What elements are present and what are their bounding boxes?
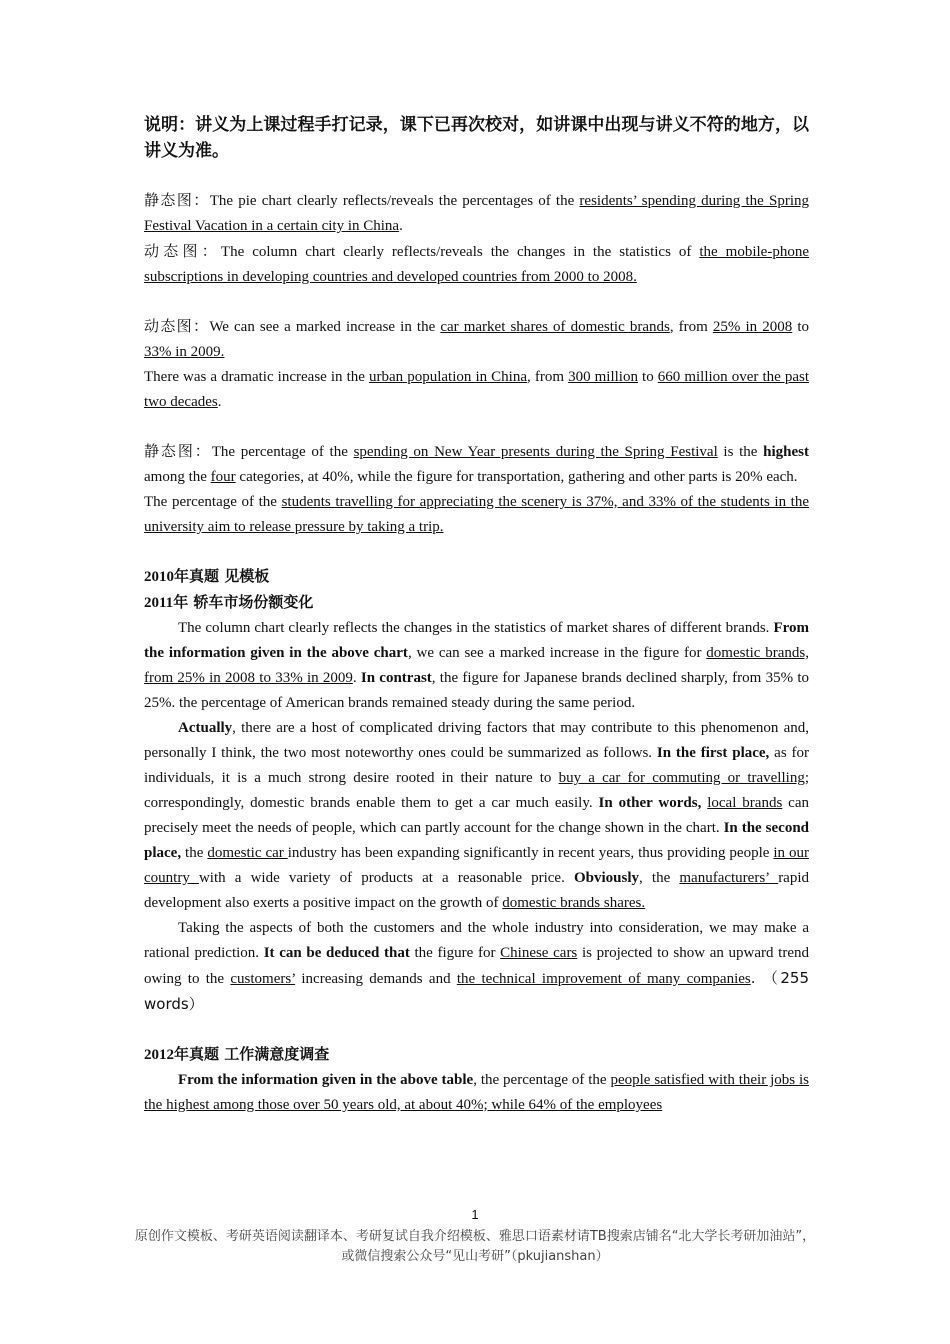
example-label: 动态图： [144,317,210,335]
example-urban-population: There was a dramatic increase in the urban population in China, from 300 million to 660 million over the past two decades. [144,369,809,410]
document-body [144,112,809,1118]
example-label: 动态图： [144,242,221,260]
heading-2012: 2012年真题 工作满意度调查 [144,1045,330,1063]
heading-2011: 2011年 轿车市场份额变化 [144,593,314,611]
example-dynamic-increase: 动态图：We can see a marked increase in the car market shares of domestic brands, from 25% in 2008 to 33% in 2009. [144,317,809,360]
example-label: 静态图： [144,191,210,209]
example-static-percentage: 静态图：The percentage of the spending on New Year presents during the Spring Festival is the highest among the four categories, at 40%, while the figure for transportation, gathering and other parts is 20% each. [144,442,809,485]
essay-paragraph-2: Actually, there are a host of complicated driving factors that may contribute to this phenomenon and, personally I think, the two most noteworthy ones could be summarized as follows. In the first place, as for individuals, it is a much strong desire rooted in their nature to buy a car for commuting or travelling; correspondingly, domestic brands enable them to get a car much easily. In other words, local brands can precisely meet the needs of people, which can partly account for the change shown in the chart. In the second place, the domestic car industry has been expanding significantly in recent years, thus providing people in our country with a wide variety of products at a reasonable price. Obviously, the manufacturers’ rapid development also exerts a positive impact on the growth of domestic brands shares. [144,720,810,911]
example-dynamic-column: 动态图：The column chart clearly reflects/reveals the changes in the statistics of the mobile-phone subscriptions in developing countries and developed countries from 2000 to 2008. [144,242,809,285]
lecture-note: 说明：讲义为上课过程手打记录，课下已再次校对，如讲课中出现与讲义不符的地方，以讲义为准。 [144,115,809,161]
heading-2010: 2010年真题 见模板 [144,567,270,585]
example-students-travel: The percentage of the students travelling for appreciating the scenery is 37%, and 33% of the students in the university aim to release pressure by taking a trip. [144,494,810,535]
page-number: 1 [471,1207,479,1222]
example-label: 静态图： [144,442,212,460]
essay-paragraph-4: From the information given in the above table, the percentage of the people satisfied with their jobs is the highest among those over 50 years old, at about 40%; while 64% of the employees [144,1072,809,1113]
footer-note: 原创作文模板、考研英语阅读翻译本、考研复试自我介绍模板、雅思口语素材请TB搜索店铺名“北大学长考研加油站”，或微信搜索公众号“见山考研”（pkujianshan） [134,1229,816,1264]
example-static-pie: 静态图：The pie chart clearly reflects/reveals the percentages of the residents’ spending during the Spring Festival Vacation in a certain city in China. [144,191,809,234]
essay-paragraph-1: The column chart clearly reflects the changes in the statistics of market shares of different brands. From the information given in the above chart, we can see a marked increase in the figure for domestic brands, from 25% in 2008 to 33% in 2009. In contrast, the figure for Japanese brands declined sharply, from 35% to 25%. the percentage of American brands remained steady during the same period. [144,620,810,711]
essay-paragraph-3: Taking the aspects of both the customers and the whole industry into consideration, we may make a rational prediction. It can be deduced that the figure for Chinese cars is projected to show an upward trend owing to the customers’ increasing demands and the technical improvement of many companies. （255 words） [144,920,810,1013]
